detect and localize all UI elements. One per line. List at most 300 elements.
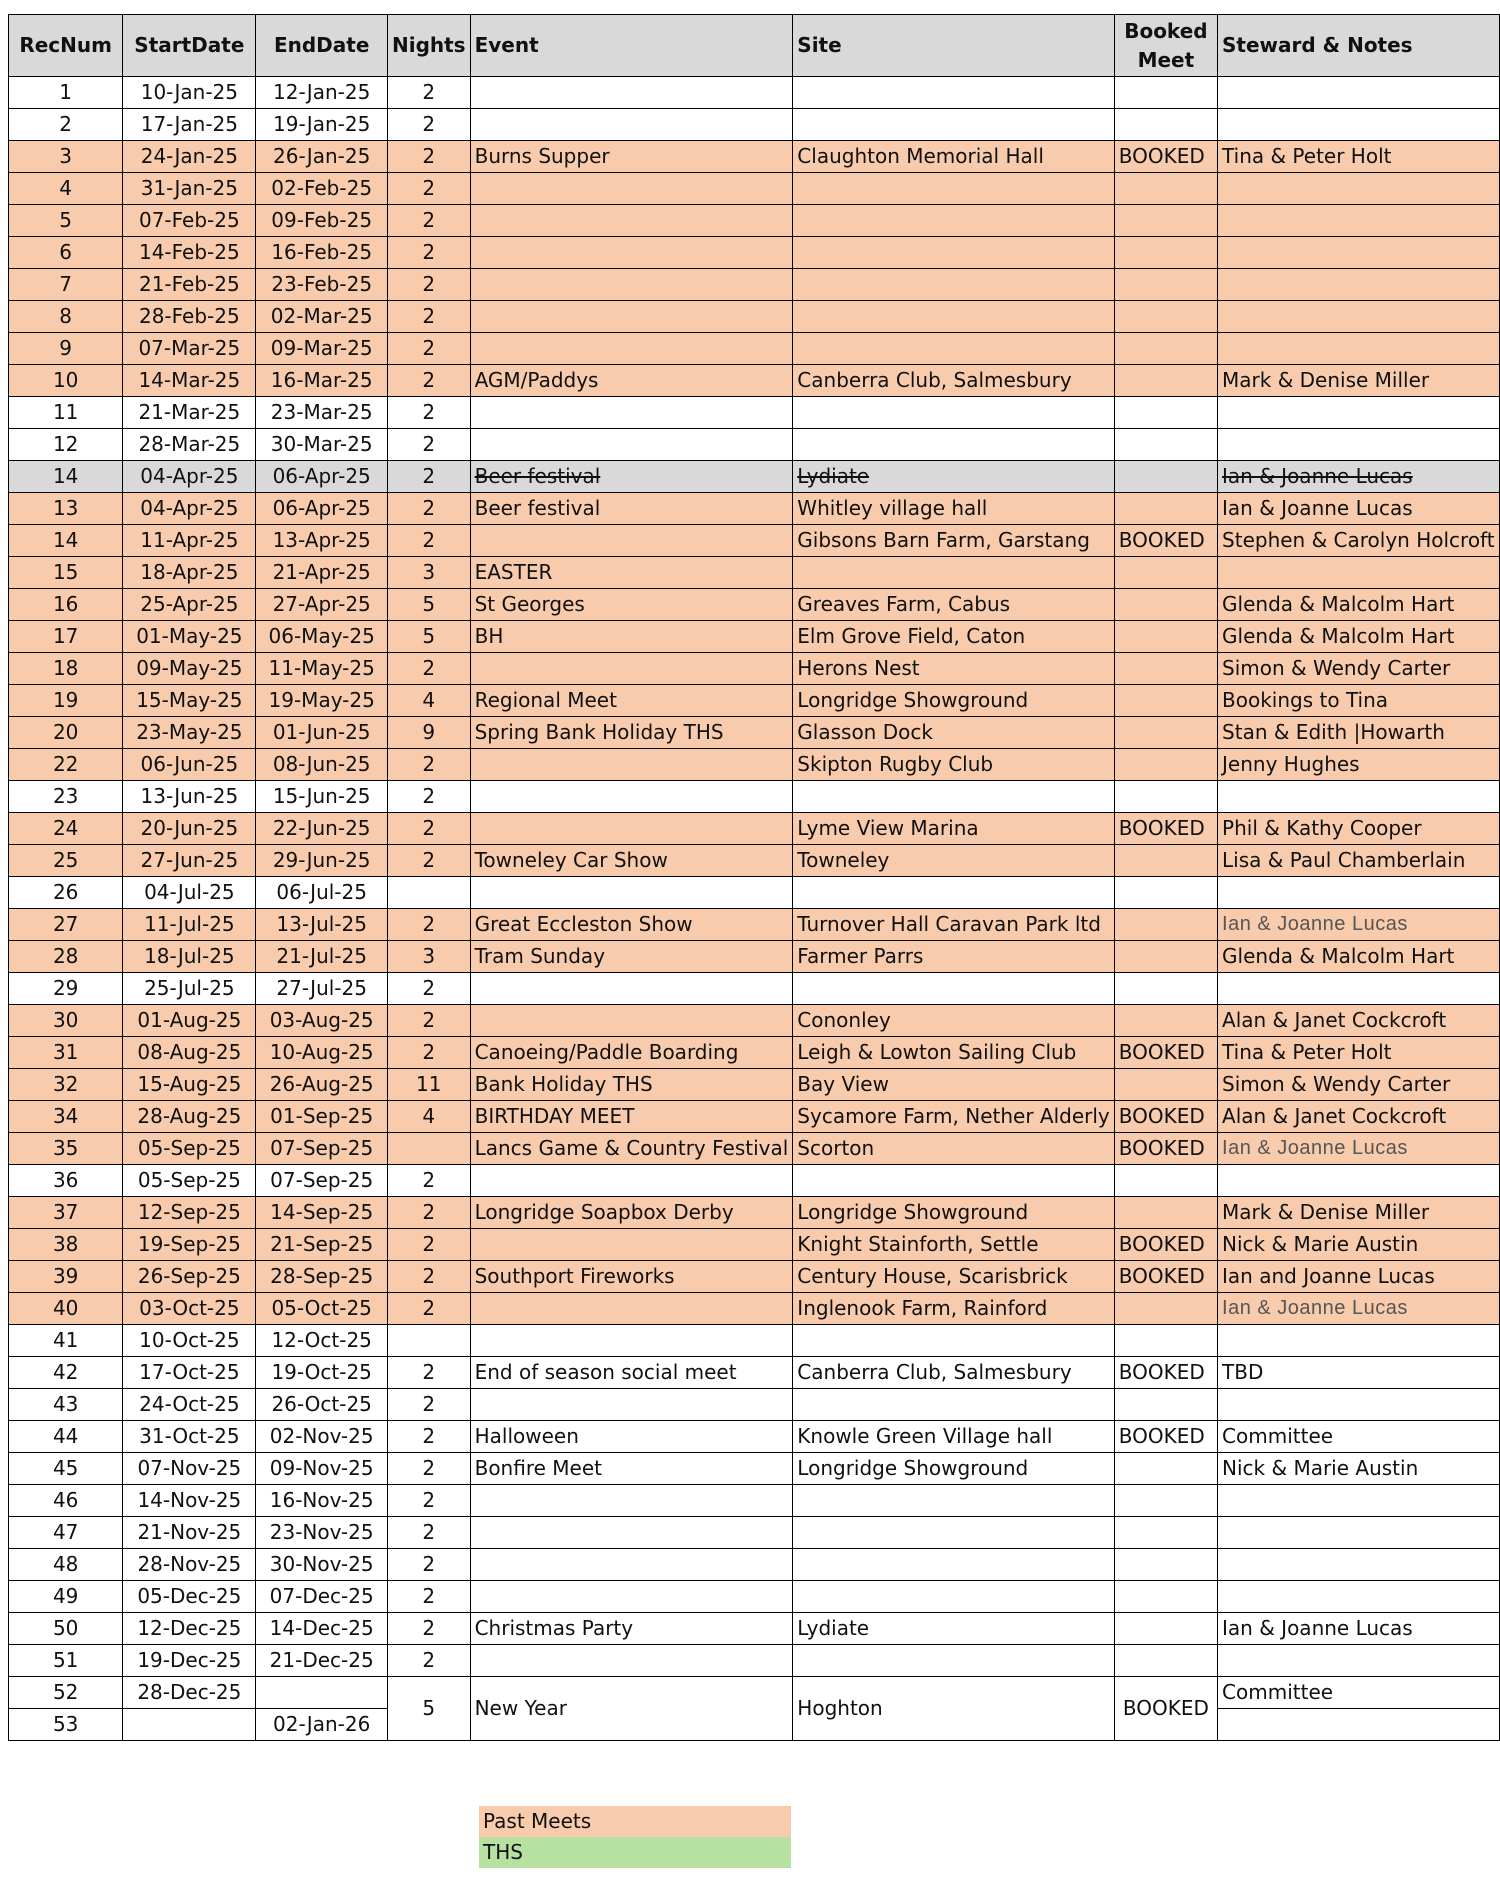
cell-steward[interactable] — [1218, 781, 1500, 813]
cell-booked[interactable] — [1114, 461, 1217, 493]
cell-site[interactable] — [793, 77, 1114, 109]
cell-enddate[interactable]: 21-Jul-25 — [256, 941, 388, 973]
cell-enddate[interactable] — [256, 1677, 388, 1709]
cell-recnum[interactable]: 17 — [9, 621, 123, 653]
cell-startdate[interactable]: 12-Dec-25 — [123, 1613, 256, 1645]
cell-recnum[interactable]: 22 — [9, 749, 123, 781]
cell-enddate[interactable]: 21-Sep-25 — [256, 1229, 388, 1261]
cell-event[interactable]: Great Eccleston Show — [470, 909, 793, 941]
cell-nights[interactable]: 3 — [387, 941, 470, 973]
cell-booked[interactable] — [1114, 621, 1217, 653]
cell-enddate[interactable]: 26-Aug-25 — [256, 1069, 388, 1101]
cell-booked[interactable]: BOOKED — [1114, 1101, 1217, 1133]
cell-nights[interactable]: 2 — [387, 397, 470, 429]
cell-enddate[interactable]: 06-May-25 — [256, 621, 388, 653]
cell-booked[interactable] — [1114, 205, 1217, 237]
cell-steward[interactable] — [1218, 205, 1500, 237]
cell-startdate[interactable]: 24-Oct-25 — [123, 1389, 256, 1421]
cell-event[interactable]: Christmas Party — [470, 1613, 793, 1645]
cell-site[interactable]: Cononley — [793, 1005, 1114, 1037]
cell-event[interactable]: AGM/Paddys — [470, 365, 793, 397]
cell-steward[interactable] — [1218, 1165, 1500, 1197]
cell-startdate[interactable]: 13-Jun-25 — [123, 781, 256, 813]
cell-site[interactable]: Turnover Hall Caravan Park ltd — [793, 909, 1114, 941]
cell-event[interactable] — [470, 973, 793, 1005]
cell-steward[interactable]: Ian and Joanne Lucas — [1218, 1261, 1500, 1293]
cell-booked[interactable] — [1114, 1485, 1217, 1517]
cell-nights[interactable]: 2 — [387, 1485, 470, 1517]
cell-nights[interactable]: 2 — [387, 429, 470, 461]
cell-enddate[interactable]: 01-Jun-25 — [256, 717, 388, 749]
cell-nights[interactable]: 2 — [387, 1581, 470, 1613]
cell-enddate[interactable]: 10-Aug-25 — [256, 1037, 388, 1069]
cell-booked[interactable] — [1114, 909, 1217, 941]
cell-enddate[interactable]: 06-Apr-25 — [256, 493, 388, 525]
cell-site[interactable]: Leigh & Lowton Sailing Club — [793, 1037, 1114, 1069]
cell-booked[interactable] — [1114, 845, 1217, 877]
cell-startdate[interactable]: 25-Jul-25 — [123, 973, 256, 1005]
cell-startdate[interactable]: 11-Apr-25 — [123, 525, 256, 557]
cell-site[interactable] — [793, 1581, 1114, 1613]
cell-startdate[interactable]: 24-Jan-25 — [123, 141, 256, 173]
cell-nights[interactable]: 2 — [387, 1261, 470, 1293]
cell-enddate[interactable]: 21-Dec-25 — [256, 1645, 388, 1677]
cell-booked[interactable] — [1114, 1069, 1217, 1101]
cell-booked[interactable] — [1114, 877, 1217, 909]
cell-recnum[interactable]: 6 — [9, 237, 123, 269]
cell-event[interactable]: Bonfire Meet — [470, 1453, 793, 1485]
cell-event[interactable] — [470, 333, 793, 365]
cell-enddate[interactable]: 15-Jun-25 — [256, 781, 388, 813]
col-header-enddate[interactable]: EndDate — [256, 15, 388, 77]
cell-recnum[interactable]: 39 — [9, 1261, 123, 1293]
cell-recnum[interactable]: 15 — [9, 557, 123, 589]
cell-steward[interactable]: Ian & Joanne Lucas — [1218, 1293, 1500, 1325]
cell-recnum[interactable]: 13 — [9, 493, 123, 525]
cell-enddate[interactable]: 02-Jan-26 — [256, 1709, 388, 1741]
cell-recnum[interactable]: 36 — [9, 1165, 123, 1197]
cell-event[interactable]: Tram Sunday — [470, 941, 793, 973]
cell-recnum[interactable]: 53 — [9, 1709, 123, 1741]
cell-recnum[interactable]: 47 — [9, 1517, 123, 1549]
cell-booked[interactable] — [1114, 173, 1217, 205]
cell-nights[interactable]: 2 — [387, 1005, 470, 1037]
cell-nights[interactable]: 2 — [387, 1645, 470, 1677]
cell-booked[interactable]: BOOKED — [1114, 1133, 1217, 1165]
cell-nights[interactable]: 2 — [387, 173, 470, 205]
cell-enddate[interactable]: 13-Jul-25 — [256, 909, 388, 941]
cell-nights[interactable]: 2 — [387, 493, 470, 525]
cell-startdate[interactable]: 17-Jan-25 — [123, 109, 256, 141]
cell-booked[interactable]: BOOKED — [1114, 141, 1217, 173]
cell-steward[interactable]: Ian & Joanne Lucas — [1218, 909, 1500, 941]
cell-nights[interactable]: 2 — [387, 1165, 470, 1197]
cell-startdate[interactable]: 31-Oct-25 — [123, 1421, 256, 1453]
cell-recnum[interactable]: 29 — [9, 973, 123, 1005]
cell-startdate[interactable]: 21-Feb-25 — [123, 269, 256, 301]
cell-steward[interactable]: Ian & Joanne Lucas — [1218, 461, 1500, 493]
cell-site[interactable]: Century House, Scarisbrick — [793, 1261, 1114, 1293]
cell-booked[interactable] — [1114, 1165, 1217, 1197]
cell-steward[interactable]: Stephen & Carolyn Holcroft — [1218, 525, 1500, 557]
cell-booked[interactable] — [1114, 493, 1217, 525]
cell-enddate[interactable]: 02-Nov-25 — [256, 1421, 388, 1453]
cell-site[interactable]: Scorton — [793, 1133, 1114, 1165]
cell-event[interactable]: Towneley Car Show — [470, 845, 793, 877]
cell-enddate[interactable]: 19-Jan-25 — [256, 109, 388, 141]
cell-recnum[interactable]: 7 — [9, 269, 123, 301]
cell-event[interactable] — [470, 269, 793, 301]
cell-nights[interactable]: 2 — [387, 333, 470, 365]
cell-site[interactable] — [793, 1549, 1114, 1581]
cell-recnum[interactable]: 42 — [9, 1357, 123, 1389]
cell-event[interactable]: Burns Supper — [470, 141, 793, 173]
cell-nights[interactable]: 2 — [387, 653, 470, 685]
cell-site[interactable]: Farmer Parrs — [793, 941, 1114, 973]
cell-startdate[interactable]: 01-May-25 — [123, 621, 256, 653]
cell-startdate[interactable]: 09-May-25 — [123, 653, 256, 685]
cell-booked[interactable] — [1114, 1645, 1217, 1677]
cell-startdate[interactable]: 23-May-25 — [123, 717, 256, 749]
cell-recnum[interactable]: 3 — [9, 141, 123, 173]
cell-site[interactable] — [793, 397, 1114, 429]
cell-steward[interactable]: Ian & Joanne Lucas — [1218, 1613, 1500, 1645]
cell-startdate[interactable]: 14-Mar-25 — [123, 365, 256, 397]
col-header-booked-meet[interactable]: Booked Meet — [1114, 15, 1217, 77]
cell-startdate[interactable]: 07-Mar-25 — [123, 333, 256, 365]
cell-booked[interactable] — [1114, 109, 1217, 141]
cell-enddate[interactable]: 23-Nov-25 — [256, 1517, 388, 1549]
cell-startdate[interactable]: 15-May-25 — [123, 685, 256, 717]
cell-nights[interactable] — [387, 877, 470, 909]
cell-site[interactable] — [793, 1645, 1114, 1677]
cell-steward[interactable]: Lisa & Paul Chamberlain — [1218, 845, 1500, 877]
cell-event[interactable]: Bank Holiday THS — [470, 1069, 793, 1101]
cell-event[interactable] — [470, 429, 793, 461]
cell-recnum[interactable]: 34 — [9, 1101, 123, 1133]
cell-recnum[interactable]: 44 — [9, 1421, 123, 1453]
cell-steward[interactable] — [1218, 1581, 1500, 1613]
cell-steward[interactable] — [1218, 397, 1500, 429]
cell-event[interactable]: Halloween — [470, 1421, 793, 1453]
cell-event[interactable] — [470, 173, 793, 205]
cell-event[interactable] — [470, 1549, 793, 1581]
cell-nights[interactable]: 2 — [387, 781, 470, 813]
cell-nights[interactable]: 2 — [387, 1293, 470, 1325]
cell-recnum[interactable]: 26 — [9, 877, 123, 909]
cell-startdate[interactable]: 10-Jan-25 — [123, 77, 256, 109]
cell-nights[interactable]: 11 — [387, 1069, 470, 1101]
cell-site[interactable] — [793, 205, 1114, 237]
cell-steward[interactable]: Tina & Peter Holt — [1218, 1037, 1500, 1069]
cell-startdate[interactable]: 07-Feb-25 — [123, 205, 256, 237]
cell-recnum[interactable]: 35 — [9, 1133, 123, 1165]
cell-startdate[interactable]: 21-Mar-25 — [123, 397, 256, 429]
cell-steward[interactable]: Tina & Peter Holt — [1218, 141, 1500, 173]
cell-steward[interactable]: Glenda & Malcolm Hart — [1218, 621, 1500, 653]
cell-enddate[interactable]: 09-Nov-25 — [256, 1453, 388, 1485]
cell-booked[interactable]: BOOKED — [1114, 1037, 1217, 1069]
cell-booked[interactable]: BOOKED — [1114, 813, 1217, 845]
cell-startdate[interactable]: 11-Jul-25 — [123, 909, 256, 941]
cell-startdate[interactable] — [123, 1709, 256, 1741]
cell-recnum[interactable]: 28 — [9, 941, 123, 973]
cell-recnum[interactable]: 5 — [9, 205, 123, 237]
cell-event[interactable] — [470, 1581, 793, 1613]
cell-steward[interactable]: Mark & Denise Miller — [1218, 365, 1500, 397]
col-header-event[interactable]: Event — [470, 15, 793, 77]
cell-event[interactable] — [470, 301, 793, 333]
cell-enddate[interactable]: 19-May-25 — [256, 685, 388, 717]
cell-nights[interactable]: 2 — [387, 1453, 470, 1485]
cell-recnum[interactable]: 1 — [9, 77, 123, 109]
cell-event[interactable]: Longridge Soapbox Derby — [470, 1197, 793, 1229]
cell-recnum[interactable]: 51 — [9, 1645, 123, 1677]
cell-nights[interactable]: 2 — [387, 525, 470, 557]
cell-site[interactable]: Lydiate — [793, 1613, 1114, 1645]
cell-startdate[interactable]: 04-Apr-25 — [123, 461, 256, 493]
cell-recnum[interactable]: 8 — [9, 301, 123, 333]
cell-nights[interactable]: 2 — [387, 365, 470, 397]
cell-booked[interactable] — [1114, 1581, 1217, 1613]
cell-booked[interactable] — [1114, 1293, 1217, 1325]
cell-recnum[interactable]: 41 — [9, 1325, 123, 1357]
cell-site[interactable] — [793, 237, 1114, 269]
cell-recnum[interactable]: 14 — [9, 525, 123, 557]
cell-event[interactable]: Regional Meet — [470, 685, 793, 717]
cell-booked[interactable] — [1114, 269, 1217, 301]
cell-steward[interactable] — [1218, 1549, 1500, 1581]
cell-nights[interactable]: 2 — [387, 749, 470, 781]
cell-booked[interactable] — [1114, 1197, 1217, 1229]
col-header-startdate[interactable]: StartDate — [123, 15, 256, 77]
cell-startdate[interactable]: 01-Aug-25 — [123, 1005, 256, 1037]
cell-startdate[interactable]: 07-Nov-25 — [123, 1453, 256, 1485]
cell-enddate[interactable]: 07-Sep-25 — [256, 1133, 388, 1165]
cell-enddate[interactable]: 27-Jul-25 — [256, 973, 388, 1005]
cell-event[interactable] — [470, 1645, 793, 1677]
cell-startdate[interactable]: 04-Jul-25 — [123, 877, 256, 909]
cell-startdate[interactable]: 08-Aug-25 — [123, 1037, 256, 1069]
cell-startdate[interactable]: 20-Jun-25 — [123, 813, 256, 845]
cell-event[interactable] — [470, 813, 793, 845]
cell-recnum[interactable]: 40 — [9, 1293, 123, 1325]
cell-startdate[interactable]: 10-Oct-25 — [123, 1325, 256, 1357]
cell-steward[interactable] — [1218, 1517, 1500, 1549]
cell-event[interactable]: New Year — [470, 1677, 793, 1741]
cell-site[interactable]: Greaves Farm, Cabus — [793, 589, 1114, 621]
cell-event[interactable] — [470, 1293, 793, 1325]
cell-event[interactable] — [470, 1389, 793, 1421]
cell-enddate[interactable]: 19-Oct-25 — [256, 1357, 388, 1389]
cell-event[interactable] — [470, 1165, 793, 1197]
cell-steward[interactable]: Alan & Janet Cockcroft — [1218, 1101, 1500, 1133]
cell-booked[interactable] — [1114, 1517, 1217, 1549]
cell-enddate[interactable]: 30-Mar-25 — [256, 429, 388, 461]
cell-steward[interactable]: Stan & Edith |Howarth — [1218, 717, 1500, 749]
cell-nights[interactable]: 2 — [387, 1037, 470, 1069]
cell-event[interactable]: BIRTHDAY MEET — [470, 1101, 793, 1133]
cell-nights[interactable]: 2 — [387, 1357, 470, 1389]
cell-booked[interactable] — [1114, 1325, 1217, 1357]
cell-steward[interactable]: Ian & Joanne Lucas — [1218, 1133, 1500, 1165]
cell-nights[interactable]: 2 — [387, 1613, 470, 1645]
cell-recnum[interactable]: 11 — [9, 397, 123, 429]
cell-recnum[interactable]: 24 — [9, 813, 123, 845]
cell-steward[interactable]: Committee — [1218, 1677, 1500, 1709]
cell-nights[interactable]: 2 — [387, 973, 470, 1005]
cell-nights[interactable]: 2 — [387, 109, 470, 141]
cell-steward[interactable] — [1218, 429, 1500, 461]
cell-enddate[interactable]: 22-Jun-25 — [256, 813, 388, 845]
cell-steward[interactable]: Mark & Denise Miller — [1218, 1197, 1500, 1229]
cell-site[interactable]: Inglenook Farm, Rainford — [793, 1293, 1114, 1325]
col-header-nights[interactable]: Nights — [387, 15, 470, 77]
cell-site[interactable]: Towneley — [793, 845, 1114, 877]
cell-event[interactable]: Beer festival — [470, 493, 793, 525]
cell-nights[interactable]: 3 — [387, 557, 470, 589]
col-header-steward-notes[interactable]: Steward & Notes — [1218, 15, 1500, 77]
cell-enddate[interactable]: 14-Dec-25 — [256, 1613, 388, 1645]
cell-startdate[interactable]: 28-Nov-25 — [123, 1549, 256, 1581]
cell-startdate[interactable]: 28-Dec-25 — [123, 1677, 256, 1709]
cell-event[interactable] — [470, 397, 793, 429]
cell-booked[interactable] — [1114, 749, 1217, 781]
cell-event[interactable]: Beer festival — [470, 461, 793, 493]
cell-event[interactable] — [470, 1005, 793, 1037]
cell-booked[interactable] — [1114, 717, 1217, 749]
cell-enddate[interactable]: 23-Feb-25 — [256, 269, 388, 301]
cell-site[interactable] — [793, 109, 1114, 141]
cell-steward[interactable] — [1218, 1645, 1500, 1677]
cell-booked[interactable] — [1114, 557, 1217, 589]
cell-startdate[interactable]: 05-Sep-25 — [123, 1165, 256, 1197]
cell-booked[interactable] — [1114, 941, 1217, 973]
cell-steward[interactable]: TBD — [1218, 1357, 1500, 1389]
cell-nights[interactable]: 2 — [387, 269, 470, 301]
cell-steward[interactable] — [1218, 1709, 1500, 1741]
cell-startdate[interactable]: 03-Oct-25 — [123, 1293, 256, 1325]
cell-enddate[interactable]: 28-Sep-25 — [256, 1261, 388, 1293]
cell-steward[interactable] — [1218, 301, 1500, 333]
cell-enddate[interactable]: 16-Feb-25 — [256, 237, 388, 269]
cell-startdate[interactable]: 31-Jan-25 — [123, 173, 256, 205]
cell-startdate[interactable]: 26-Sep-25 — [123, 1261, 256, 1293]
cell-booked[interactable] — [1114, 781, 1217, 813]
cell-site[interactable] — [793, 1325, 1114, 1357]
cell-nights[interactable] — [387, 1325, 470, 1357]
cell-steward[interactable]: Alan & Janet Cockcroft — [1218, 1005, 1500, 1037]
cell-booked[interactable] — [1114, 653, 1217, 685]
cell-event[interactable] — [470, 781, 793, 813]
cell-steward[interactable]: Simon & Wendy Carter — [1218, 653, 1500, 685]
cell-site[interactable] — [793, 557, 1114, 589]
cell-site[interactable]: Herons Nest — [793, 653, 1114, 685]
cell-nights[interactable]: 2 — [387, 1549, 470, 1581]
cell-steward[interactable]: Jenny Hughes — [1218, 749, 1500, 781]
cell-event[interactable] — [470, 205, 793, 237]
cell-steward[interactable]: Glenda & Malcolm Hart — [1218, 941, 1500, 973]
cell-nights[interactable]: 2 — [387, 205, 470, 237]
cell-recnum[interactable]: 31 — [9, 1037, 123, 1069]
cell-startdate[interactable]: 18-Jul-25 — [123, 941, 256, 973]
cell-steward[interactable] — [1218, 237, 1500, 269]
cell-startdate[interactable]: 19-Dec-25 — [123, 1645, 256, 1677]
cell-booked[interactable]: BOOKED — [1114, 1261, 1217, 1293]
cell-enddate[interactable]: 05-Oct-25 — [256, 1293, 388, 1325]
cell-recnum[interactable]: 20 — [9, 717, 123, 749]
cell-enddate[interactable]: 23-Mar-25 — [256, 397, 388, 429]
cell-enddate[interactable]: 26-Oct-25 — [256, 1389, 388, 1421]
cell-startdate[interactable]: 04-Apr-25 — [123, 493, 256, 525]
cell-recnum[interactable]: 2 — [9, 109, 123, 141]
cell-site[interactable] — [793, 429, 1114, 461]
cell-enddate[interactable]: 07-Dec-25 — [256, 1581, 388, 1613]
cell-startdate[interactable]: 17-Oct-25 — [123, 1357, 256, 1389]
cell-site[interactable]: Lyme View Marina — [793, 813, 1114, 845]
cell-site[interactable] — [793, 1485, 1114, 1517]
cell-enddate[interactable]: 01-Sep-25 — [256, 1101, 388, 1133]
cell-steward[interactable] — [1218, 173, 1500, 205]
cell-site[interactable] — [793, 781, 1114, 813]
cell-startdate[interactable]: 19-Sep-25 — [123, 1229, 256, 1261]
cell-recnum[interactable]: 30 — [9, 1005, 123, 1037]
cell-site[interactable]: Longridge Showground — [793, 1197, 1114, 1229]
cell-event[interactable]: BH — [470, 621, 793, 653]
cell-booked[interactable]: BOOKED — [1114, 1229, 1217, 1261]
cell-event[interactable]: Lancs Game & Country Festival — [470, 1133, 793, 1165]
cell-recnum[interactable]: 32 — [9, 1069, 123, 1101]
cell-enddate[interactable]: 02-Mar-25 — [256, 301, 388, 333]
cell-nights[interactable]: 2 — [387, 141, 470, 173]
cell-site[interactable]: Canberra Club, Salmesbury — [793, 1357, 1114, 1389]
cell-steward[interactable]: Nick & Marie Austin — [1218, 1229, 1500, 1261]
cell-steward[interactable]: Nick & Marie Austin — [1218, 1453, 1500, 1485]
cell-booked[interactable] — [1114, 365, 1217, 397]
cell-enddate[interactable]: 29-Jun-25 — [256, 845, 388, 877]
cell-enddate[interactable]: 14-Sep-25 — [256, 1197, 388, 1229]
cell-site[interactable]: Sycamore Farm, Nether Alderly — [793, 1101, 1114, 1133]
cell-site[interactable] — [793, 333, 1114, 365]
cell-site[interactable] — [793, 877, 1114, 909]
cell-nights[interactable]: 5 — [387, 621, 470, 653]
cell-recnum[interactable]: 25 — [9, 845, 123, 877]
cell-recnum[interactable]: 46 — [9, 1485, 123, 1517]
cell-recnum[interactable]: 10 — [9, 365, 123, 397]
cell-enddate[interactable]: 06-Jul-25 — [256, 877, 388, 909]
cell-startdate[interactable]: 14-Nov-25 — [123, 1485, 256, 1517]
cell-steward[interactable]: Simon & Wendy Carter — [1218, 1069, 1500, 1101]
cell-recnum[interactable]: 50 — [9, 1613, 123, 1645]
cell-steward[interactable] — [1218, 77, 1500, 109]
cell-nights[interactable]: 9 — [387, 717, 470, 749]
cell-recnum[interactable]: 12 — [9, 429, 123, 461]
cell-site[interactable]: Longridge Showground — [793, 1453, 1114, 1485]
cell-booked[interactable] — [1114, 1005, 1217, 1037]
cell-site[interactable] — [793, 973, 1114, 1005]
cell-site[interactable] — [793, 301, 1114, 333]
cell-recnum[interactable]: 4 — [9, 173, 123, 205]
cell-booked[interactable] — [1114, 301, 1217, 333]
cell-event[interactable] — [470, 749, 793, 781]
cell-site[interactable]: Hoghton — [793, 1677, 1114, 1741]
cell-recnum[interactable]: 48 — [9, 1549, 123, 1581]
cell-site[interactable]: Skipton Rugby Club — [793, 749, 1114, 781]
cell-event[interactable]: Spring Bank Holiday THS — [470, 717, 793, 749]
cell-booked[interactable] — [1114, 685, 1217, 717]
cell-event[interactable]: St Georges — [470, 589, 793, 621]
cell-nights[interactable]: 2 — [387, 461, 470, 493]
